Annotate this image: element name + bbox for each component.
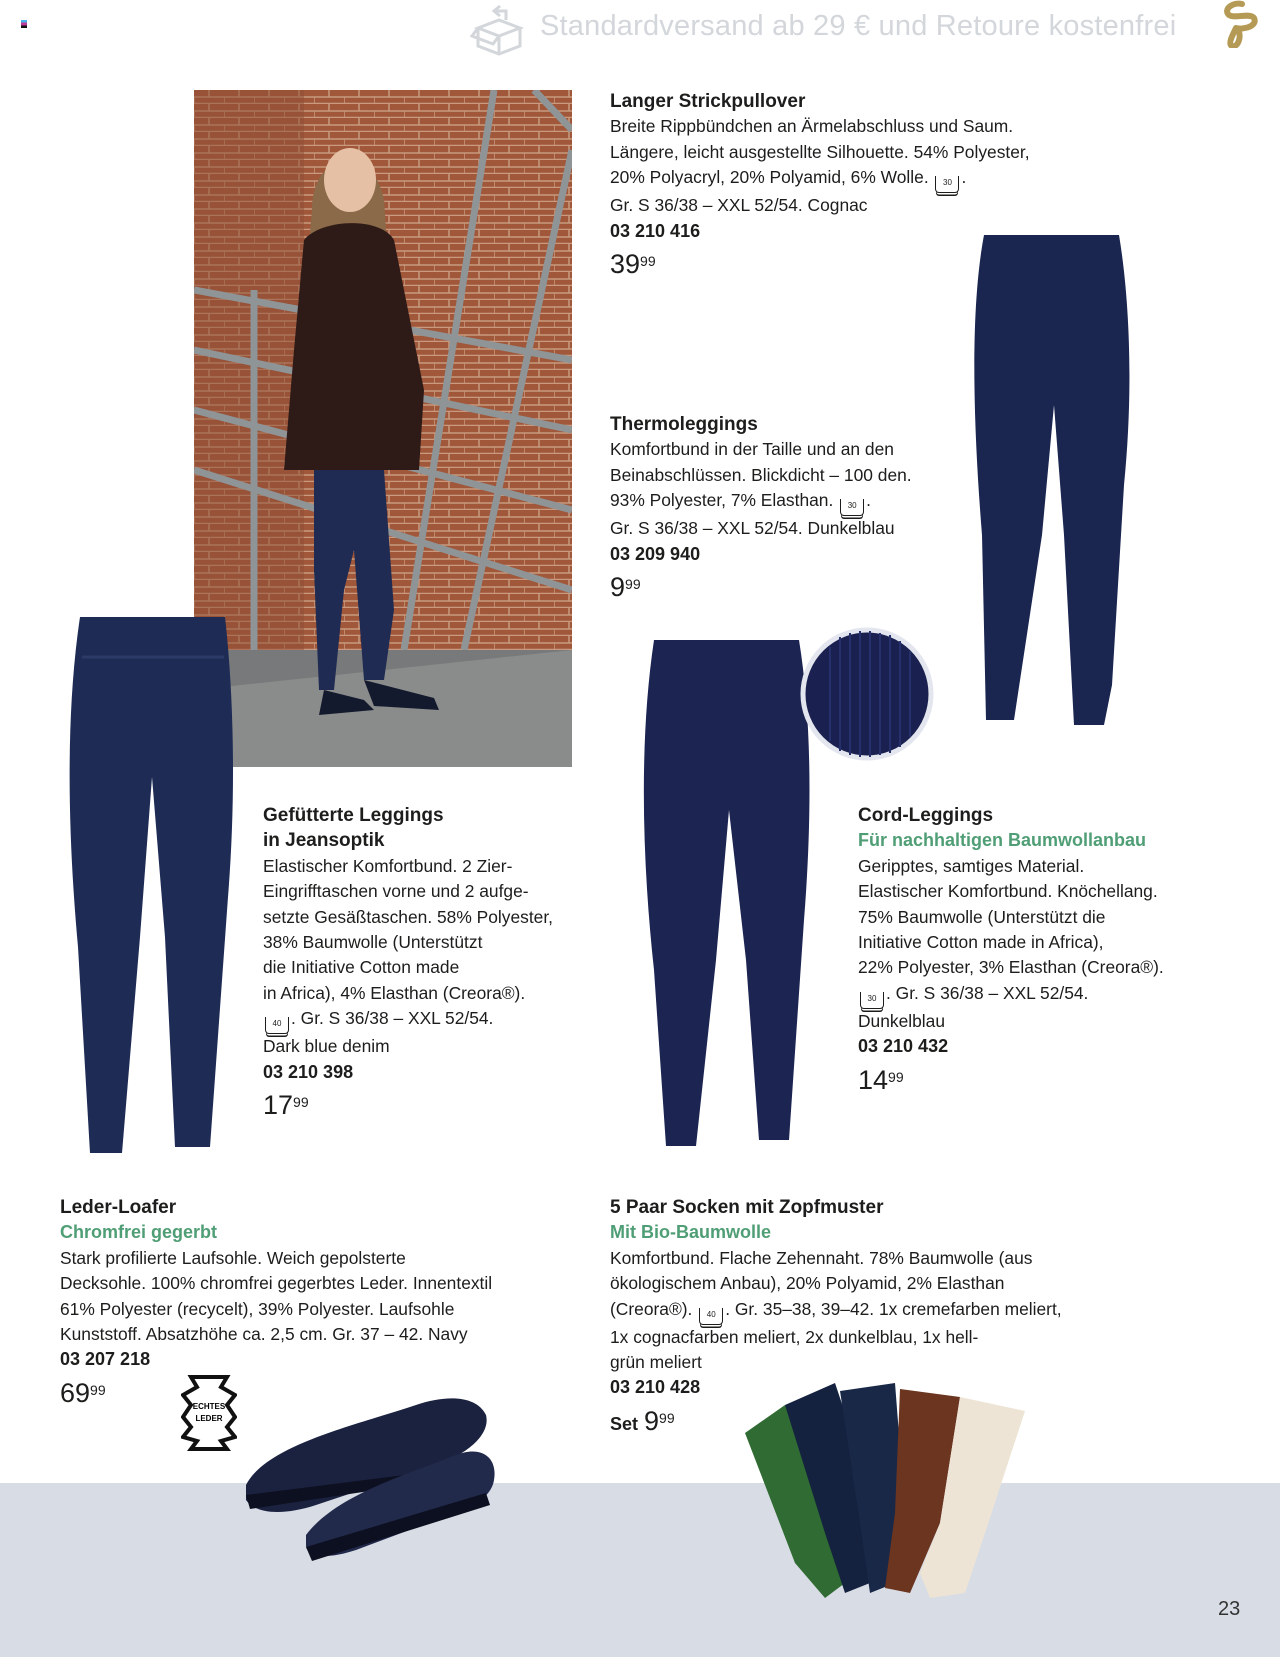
jeans-leggings-image [60,617,236,1153]
price-main: 9 [610,572,626,603]
model-photo [194,90,572,767]
product-thermo [610,412,912,605]
product-subtitle: Mit Bio-Baumwolle [610,1222,771,1243]
description-text: 93% Polyester, 7% Elasthan. [610,490,839,511]
product-loafer [60,1195,492,1411]
description-line [263,1006,553,1034]
price-cents: 99 [625,576,641,593]
box-return-icon [470,2,528,56]
wash-symbol-icon: 40 [699,1308,723,1325]
article-number: 03 209 940 [610,543,701,564]
price-cents: 99 [293,1094,309,1111]
description-line [610,488,912,516]
cord-fabric-detail [800,627,934,761]
product-subtitle: Chromfrei gegerbt [60,1222,218,1243]
description-line: 38% Baumwolle (Unterstützt [263,932,483,953]
description-line: 22% Polyester, 3% Elasthan (Creora®). [858,957,1164,978]
price-cents: 99 [640,253,656,270]
description-line: Komfortbund. Flache Zehennaht. 78% Baumwolle (aus [610,1247,1033,1268]
description-line: Dark blue denim [263,1036,390,1057]
product-title: 5 Paar Socken mit Zopfmuster [610,1197,884,1218]
description-line [858,981,1164,1009]
description-line: grün meliert [610,1352,702,1373]
description-line: Gr. S 36/38 – XXL 52/54. Cognac [610,195,868,216]
product-cord [858,803,1164,1098]
description-line: ökologischem Anbau), 20% Polyamid, 2% Elasthan [610,1273,1005,1294]
description-line: die Initiative Cotton made [263,957,460,978]
description-line: 1x cognacfarben meliert, 2x dunkelblau, 1x hell- [610,1326,979,1347]
price [610,246,1030,282]
svg-text:LEDER: LEDER [195,1414,223,1423]
price-cents: 99 [659,1409,675,1426]
tchibo-logo [1214,0,1260,48]
loafer-image [236,1385,500,1567]
page-number: 23 [1218,1598,1241,1620]
description-line: Stark profilierte Laufsohle. Weich gepolsterte [60,1247,406,1268]
description-line: Gr. S 36/38 – XXL 52/54. Dunkelblau [610,518,895,539]
description-line: Komfortbund in der Taille und an den [610,439,894,460]
article-number: 03 207 218 [60,1349,151,1370]
price-main: 17 [263,1090,294,1121]
thermoleggings-image [964,235,1134,727]
description-line: 61% Polyester (recycelt), 39% Polyester. Laufsohle [60,1298,455,1319]
cord-leggings-image [634,640,814,1146]
description-line: 75% Baumwolle (Unterstützt die [858,906,1106,927]
description-text: . [961,167,967,188]
price [610,1403,1062,1442]
description-text: . Gr. S 36/38 – XXL 52/54. [886,982,1089,1003]
product-socks [610,1195,1062,1442]
product-title: Langer Strickpullover [610,91,806,112]
product-jeans [263,803,553,1123]
product-title-line2: in Jeansoptik [263,830,385,852]
price-main: 39 [610,249,641,280]
price [263,1087,553,1123]
article-number: 03 210 428 [610,1377,701,1398]
description-line: Breite Rippbündchen an Ärmelabschluss und Saum. [610,116,1014,137]
description-line [610,1297,1062,1325]
description-text: 20% Polyacryl, 20% Polyamid, 6% Wolle. [610,167,934,188]
product-title: Leder-Loafer [60,1197,177,1218]
wash-symbol-icon: 30 [935,176,959,193]
description-line: Eingrifftaschen vorne und 2 aufge- [263,881,529,902]
price-cents: 99 [888,1068,904,1085]
description-line: Kunststoff. Absatzhöhe ca. 2,5 cm. Gr. 37 – 42. Navy [60,1324,468,1345]
description-line: Elastischer Komfortbund. Knöchellang. [858,881,1158,902]
price [610,569,912,605]
price-main: 14 [858,1064,889,1095]
description-line: in Africa), 4% Elasthan (Creora®). [263,982,526,1003]
svg-text:ECHTES: ECHTES [192,1402,226,1411]
description-line: Dunkelblau [858,1010,946,1031]
description-text: . [866,490,871,511]
description-text: (Creora®). [610,1298,698,1319]
product-title: Cord-Leggings [858,805,994,826]
description-text: . Gr. S 36/38 – XXL 52/54. [291,1008,494,1029]
description-line: Decksohle. 100% chromfrei gegerbtes Leder. Innentextil [60,1273,493,1294]
description-line: Geripptes, samtiges Material. [858,855,1085,876]
price-main: 9 [644,1405,660,1436]
description-line: Längere, leicht ausgestellte Silhouette. 54% Polyester, [610,141,1030,162]
shipping-banner-text: Standardversand ab 29 € und Retoure kostenfrei [540,10,1177,42]
price [60,1375,492,1411]
description-text: . Gr. 35–38, 39–42. 1x cremefarben meliert, [725,1298,1062,1319]
product-subtitle: Für nachhaltigen Baumwollanbau [858,830,1147,851]
print-marks [21,20,27,28]
bottom-band [0,1483,1280,1657]
article-number: 03 210 416 [610,220,701,241]
price [858,1062,1164,1098]
product-title: Gefütterte Leggings [263,805,444,826]
description-line: Initiative Cotton made in Africa), [858,932,1104,953]
description-line: setzte Gesäßtaschen. 58% Polyester, [263,906,553,927]
article-number: 03 210 432 [858,1036,949,1057]
wash-symbol-icon: 30 [860,992,884,1009]
wash-symbol-icon: 40 [265,1017,289,1034]
price-prefix: Set [610,1413,639,1434]
product-title: Thermoleggings [610,414,758,435]
article-number: 03 210 398 [263,1061,354,1082]
description-line [610,165,1030,193]
product-pullover [610,89,1030,282]
price-cents: 99 [90,1381,106,1398]
wash-symbol-icon: 30 [840,499,864,516]
price-main: 69 [60,1377,91,1408]
description-line: Beinabschlüssen. Blickdicht – 100 den. [610,464,912,485]
description-line: Elastischer Komfortbund. 2 Zier- [263,855,513,876]
